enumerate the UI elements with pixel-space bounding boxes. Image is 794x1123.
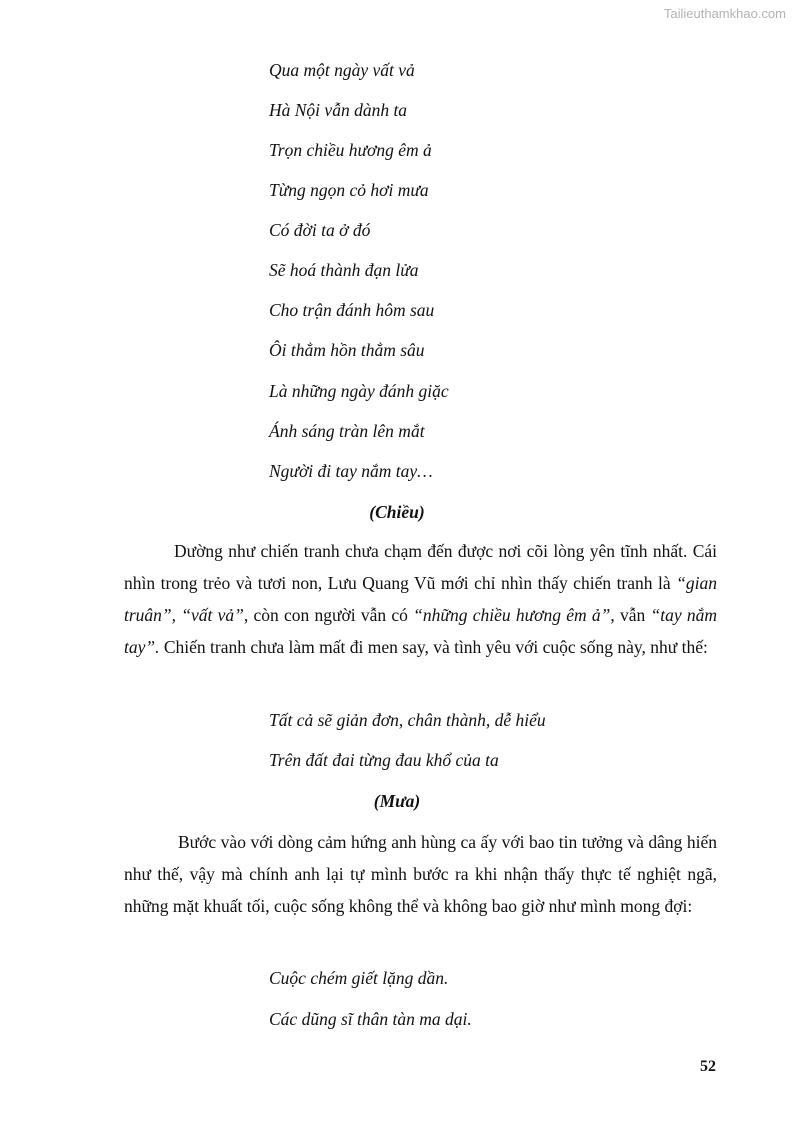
poem-line: Tất cả sẽ giản đơn, chân thành, dễ hiểu <box>269 710 546 730</box>
watermark: Tailieuthamkhao.com <box>663 6 786 21</box>
body-paragraph: Bước vào với dòng cảm hứng anh hùng ca ấy với bao tin tưởng và dâng hiến như thế, vậy mà chính anh lại tự mình bước ra khi nhận thấy thực tế nghiệt ngã, những mặt khuất tối, cuộc sống không thể và không bao giờ như mình mong đợi: <box>124 832 717 916</box>
poem-line: Ôi thẳm hồn thẳm sâu <box>269 340 425 360</box>
poem-line: Hà Nội vẫn dành ta <box>269 100 408 120</box>
body-paragraph <box>124 535 717 663</box>
poem-line: Các dũng sĩ thân tàn ma dại. <box>269 1009 472 1029</box>
poem-line: Từng ngọn cỏ hơi mưa <box>269 180 429 200</box>
poem-source-title: (Chiều) <box>369 502 425 522</box>
poem-line: Cuộc chém giết lặng dần. <box>269 968 449 988</box>
poem-line: Trọn chiều hương êm ả <box>269 140 432 160</box>
quote-run: “gian truân”, “vất vả” <box>124 573 717 625</box>
poem-line: Ánh sáng tràn lên mắt <box>269 421 425 441</box>
poem-line: Có đời ta ở đó <box>269 220 371 240</box>
text-run: , vẫn <box>610 605 651 625</box>
poem-source-title: (Mưa) <box>373 791 421 811</box>
poem-line: Qua một ngày vất vả <box>269 60 415 80</box>
text-run: , còn con người vẫn có <box>243 605 414 625</box>
poem-line: Sẽ hoá thành đạn lửa <box>269 260 419 280</box>
text-run: Chiến tranh chưa làm mất đi men say, và tình yêu với cuộc sống này, như thế: <box>159 637 708 657</box>
poem-line: Trên đất đai từng đau khổ của ta <box>269 750 499 770</box>
text-run: Dường như chiến tranh chưa chạm đến được nơi cõi lòng yên tĩnh nhất. Cái nhìn trong trẻo và tươi non, Lưu Quang Vũ mới chỉ nhìn thấy chiến tranh là <box>124 541 717 593</box>
poem-line: Cho trận đánh hôm sau <box>269 300 435 320</box>
quote-run: “những chiều hương êm ả” <box>413 605 611 625</box>
page-number: 52 <box>700 1058 716 1075</box>
poem-line: Người đi tay nắm tay… <box>269 461 433 481</box>
quote-run: “tay nắm tay”. <box>124 605 717 657</box>
poem-line: Là những ngày đánh giặc <box>269 381 449 401</box>
